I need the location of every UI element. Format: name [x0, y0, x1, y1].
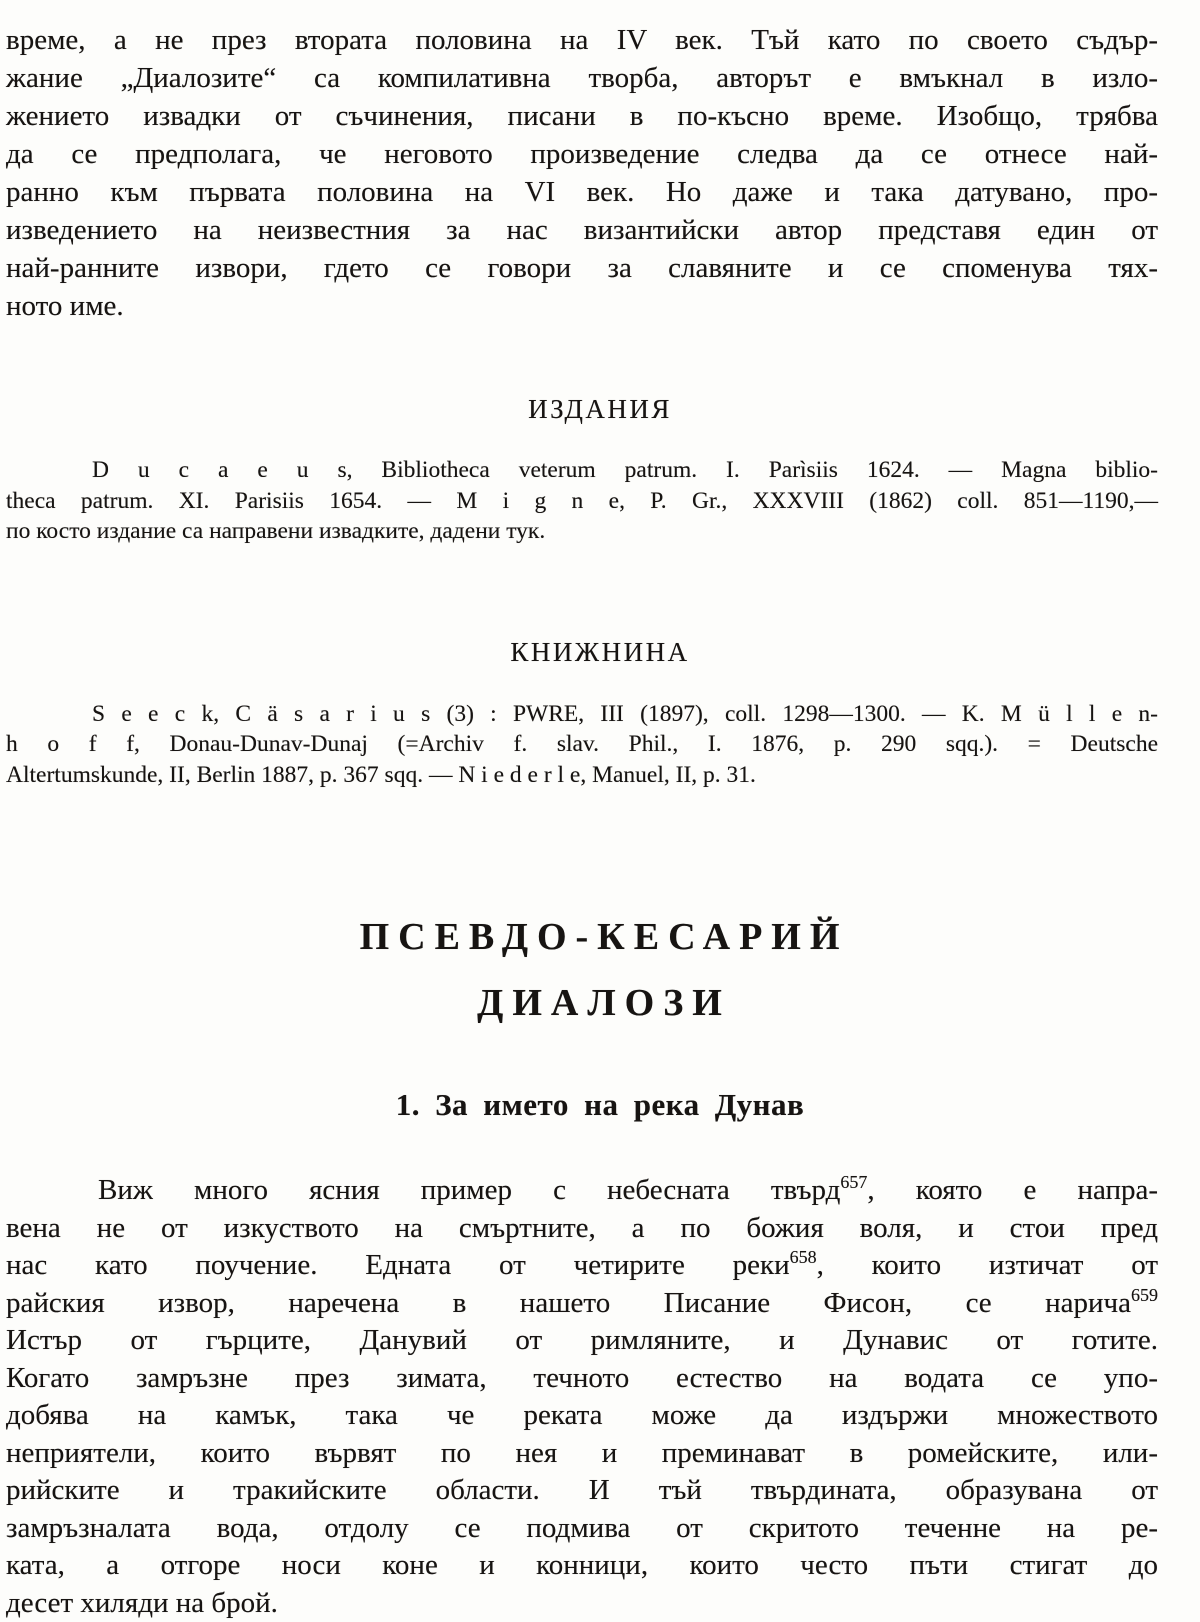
literature-section-heading: КНИЖНИНА — [510, 636, 690, 667]
text-line: Истър от гърците, Данувий от римляните, и Дунавис от готите. — [6, 1324, 1158, 1356]
footnote-reference: 659 — [1131, 1284, 1158, 1305]
bibliography-line: Altertumskunde, II, Berlin 1887, p. 367 sqq. — N i e d e r l e, Manuel, II, p. 31. — [6, 761, 756, 788]
text-line: добява на камък, така че реката може да издържи множеството — [6, 1399, 1158, 1431]
bibliography-line: по косто издание са направени извадките, дадени тук. — [6, 518, 546, 544]
text-line: замръзналата вода, отдолу се подмива от скритото теченне на ре- — [6, 1511, 1158, 1544]
text-line: жението извадки от съчинения, писани в по-късно време. Изобщо, трябва — [6, 100, 1158, 132]
footnote-reference: 658 — [789, 1247, 817, 1267]
text-line: да се предполага, че неговото произведение следва да се отнесе най- — [6, 138, 1158, 170]
editions-section-heading: ИЗДАНИЯ — [528, 394, 672, 424]
footnote-reference: 657 — [840, 1172, 868, 1192]
work-title: ДИАЛОЗИ — [477, 982, 731, 1024]
text-segment: нас като поучение. Едната от четирите реки — [6, 1249, 790, 1281]
text-line: време, а не през втората половина на IV век. Тъй като по своето съдър- — [6, 24, 1158, 56]
text-segment: райския извор, наречена в нашето Писание Фисон, се нарича — [6, 1286, 1131, 1319]
chapter-heading: 1. За името на река Дунав — [395, 1087, 805, 1122]
text-segment: Виж много ясния пример с небесната твърд — [98, 1174, 841, 1206]
text-line — [6, 1247, 1158, 1285]
text-line: ката, а отгоре носи коне и конници, които често пъти стигат до — [6, 1549, 1158, 1581]
text-line: ранно към първата половина на VI век. Но даже и така датувано, про- — [6, 176, 1158, 208]
text-line: изведението на неизвестния за нас византийски автор представя един от — [6, 214, 1158, 246]
text-line: неприятели, които вървят по нея и преминават в ромейските, или- — [6, 1436, 1158, 1469]
text-line — [6, 1172, 1158, 1210]
literature-bibliography — [6, 699, 1158, 791]
text-line: рийските и тракийските области. И тъй твърдината, образувана от — [6, 1474, 1158, 1506]
intro-paragraph — [6, 21, 1158, 325]
bibliography-line: h o f f, Donau-Dunav-Dunaj (=Archiv f. slav. Phil., I. 1876, p. 290 sqq.). = Deutsche — [6, 731, 1158, 757]
text-line: десет хиляди на брой. — [6, 1586, 278, 1619]
text-line: жание „Диалозите“ са компилативна творба, авторът е вмъкнал в изло- — [6, 62, 1158, 94]
editions-bibliography — [6, 455, 1158, 547]
bibliography-line: theca patrum. XI. Parisiis 1654. — M i g n e, P. Gr., XXXVIII (1862) coll. 851—1190,— — [6, 487, 1158, 514]
text-segment: , които изтичат от — [816, 1249, 1159, 1281]
bibliography-line: D u c a e u s, Bibliotheca veterum patrum. I. Parìsiis 1624. — Magna biblio- — [92, 457, 1158, 483]
text-line: вена не от изкуството на смъртните, а по божия воля, и стои пред — [6, 1211, 1158, 1244]
text-line: най-ранните извори, гдето се говори за славяните и се споменува тях- — [6, 252, 1158, 284]
bibliography-line: S e e c k, C ä s a r i u s (3) : PWRE, III (1897), coll. 1298—1300. — K. M ü l l e n- — [92, 700, 1158, 727]
text-line: Когато замръзне през зимата, течното естество на водата се упо- — [6, 1361, 1158, 1394]
text-line: ното име. — [6, 290, 124, 322]
main-paragraph — [6, 1172, 1158, 1622]
author-title: ПСЕВДО-КЕСАРИЙ — [359, 916, 849, 958]
text-line — [6, 1285, 1158, 1323]
text-segment: , която е напра- — [867, 1174, 1159, 1206]
